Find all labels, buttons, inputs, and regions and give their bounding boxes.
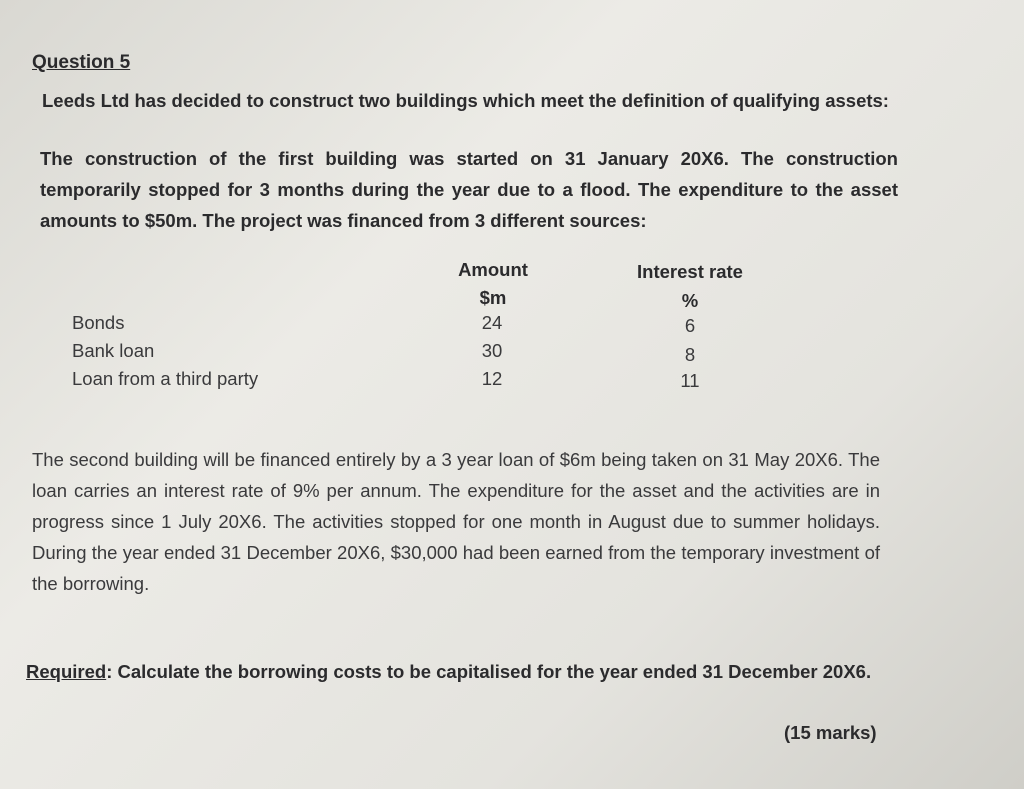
second-building-paragraph: The second building will be financed entirely by a 3 year loan of $6m being taken on 31 May 20X6. The loan carries an interest rate of 9% per annum. The expenditure for the asset and the activities are in progress since 1 July 20X6. The activities stopped for one month in August due to summer holidays. During the year ended 31 December 20X6, $30,000 had been earned from the temporary investment of the borrowing. [32,449,880,594]
required-label: Required [26,661,107,682]
table-row-rate: 11 [680,370,700,391]
required-text: : Calculate the borrowing costs to be capitalised for the year ended 31 December 20X6. [106,661,872,682]
question-title: Question 5 [32,52,131,73]
table-row-source: Loan from a third party [72,368,259,389]
intro-paragraph: Leeds Ltd has decided to construct two buildings which meet the definition of qualifying assets: [42,90,889,111]
rate-unit: % [681,290,699,311]
first-building-paragraph: The construction of the first building was started on 31 January 20X6. The construction temporarily stopped for 3 months during the year due to a flood. The expenditure to the asset amounts to $50m. The project was financed from 3 different sources: [40,148,898,231]
table-row-amount: 30 [481,340,503,361]
marks-label: (15 marks) [784,722,877,743]
table-row-rate: 6 [684,315,696,336]
table-row-amount: 12 [481,368,503,389]
amount-header: Amount [458,259,528,280]
required-paragraph [26,656,882,687]
table-row-amount: 24 [481,312,503,333]
interest-rate-header: Interest rate [637,261,743,282]
amount-unit: $m [479,287,507,308]
table-row-rate: 8 [684,344,696,365]
table-row-source: Bonds [72,312,125,333]
table-row-source: Bank loan [72,340,155,361]
